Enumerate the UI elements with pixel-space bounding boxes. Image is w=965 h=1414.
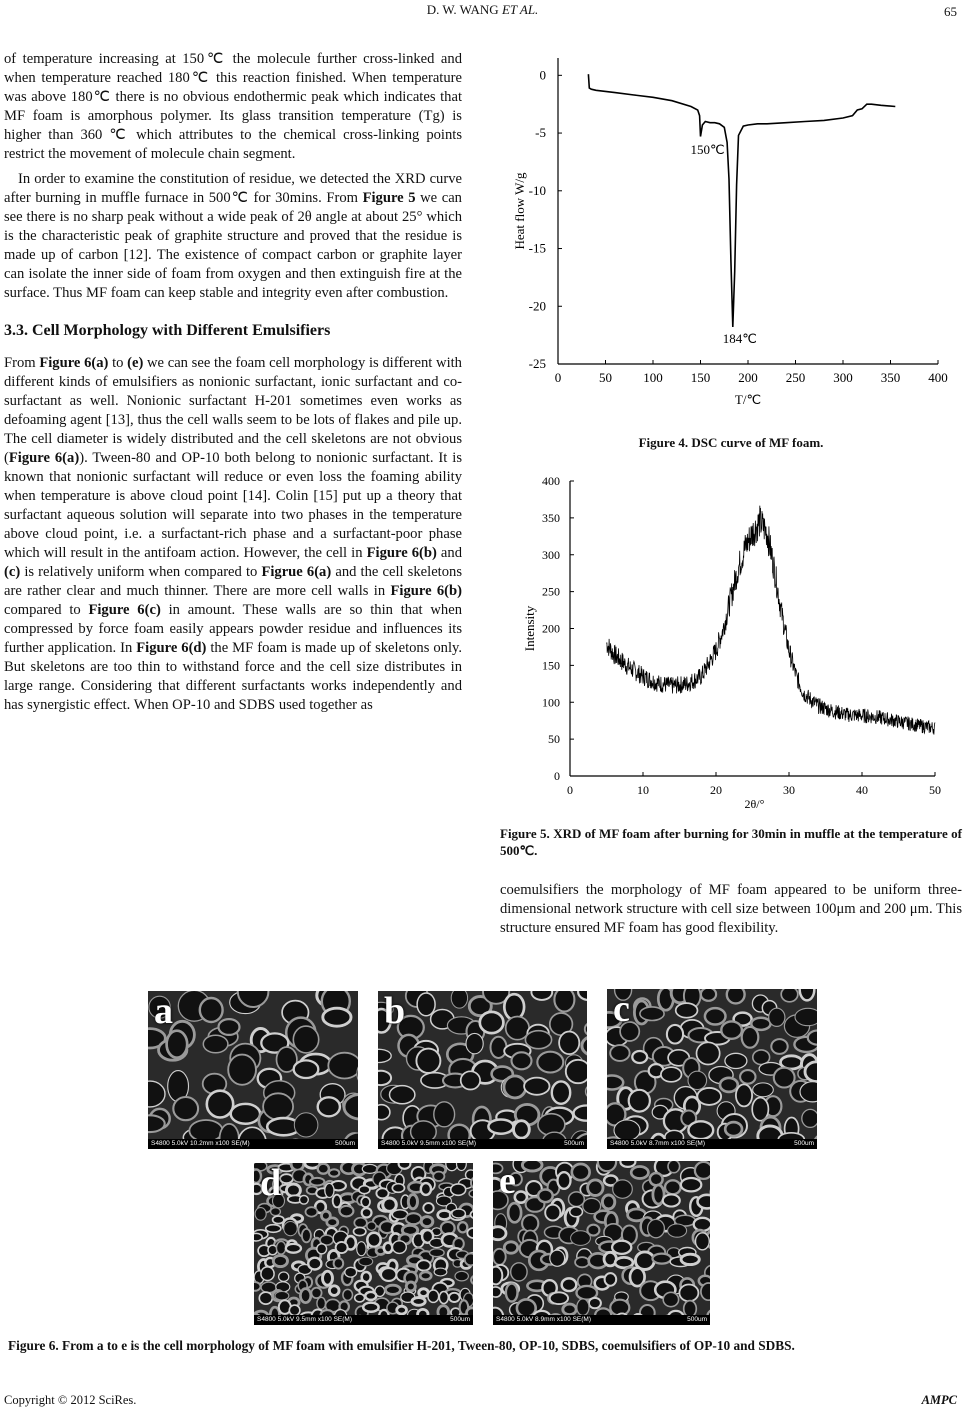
x-tick-label: 350 (880, 370, 901, 385)
y-tick-label: -25 (528, 356, 546, 371)
y-axis-label: Heat flow W/g (512, 172, 527, 250)
y-tick-label: 300 (542, 547, 560, 562)
figure-ref: Figure 6(b) (390, 583, 462, 599)
figure6-caption: Figure 6. From a to e is the cell morphology of MF foam with emulsifier H-201, Tween-80, OP-10, SDBS, coemulsifiers of OP-10 and SDBS. (8, 1338, 795, 1353)
paragraph-coemulsifiers: coemulsifiers the morphology of MF foam appeared to be uniform three-dimensional network structure with cell size between 100μm and 200 μm. This structure ensured MF foam has good flexibility. (500, 882, 962, 936)
x-axis-label: T/℃ (734, 392, 762, 407)
figure-ref: Figrue 6(a) (261, 564, 332, 580)
section-heading: 3.3. Cell Morphology with Different Emulsifiers (4, 322, 331, 339)
y-axis-label: Intensity (522, 605, 537, 652)
sem-info-text: S4800 5.0kV 9.5mm x100 SE(M) (381, 1140, 477, 1147)
figure-ref: Figure 6(a) (8, 450, 80, 466)
figure-ref: (c) (4, 564, 21, 580)
footer-journal: AMPC (921, 1393, 957, 1407)
figure-ref: (e) (127, 355, 144, 371)
header-etal: ET AL. (501, 2, 539, 17)
text-run: From (4, 355, 40, 371)
x-tick-label: 150 (690, 370, 711, 385)
sem-image-b (378, 991, 587, 1149)
figure-ref: Figure 6(a) (39, 355, 109, 371)
x-tick-label: 20 (710, 783, 722, 797)
x-tick-label: 300 (833, 370, 853, 385)
x-tick-label: 400 (928, 370, 948, 385)
sem-info-bar (493, 1315, 710, 1325)
header-author: D. W. WANG (426, 2, 499, 17)
y-tick-label: 0 (554, 769, 560, 783)
sem-info-bar (607, 1139, 817, 1149)
figure-ref: Figure 5 (362, 190, 416, 206)
foam-texture (148, 991, 358, 1149)
y-tick-label: -10 (528, 182, 546, 198)
sem-info-text: S4800 5.0kV 9.5mm x100 SE(M) (257, 1316, 353, 1323)
x-tick-label: 40 (856, 783, 868, 797)
x-tick-label: 30 (783, 783, 795, 797)
y-tick-label: 50 (548, 732, 560, 747)
x-tick-label: 100 (643, 370, 663, 385)
y-tick-label: 250 (542, 584, 560, 599)
sem-scale-label: 500um (687, 1316, 707, 1323)
x-tick-label: 200 (738, 370, 758, 385)
right-column-figure4 (500, 50, 962, 451)
x-tick-label: 0 (567, 783, 573, 797)
sem-image-a (148, 991, 358, 1149)
sem-info-text: S4800 5.0kV 8.7mm x100 SE(M) (610, 1140, 706, 1147)
sem-scale-label: 500um (335, 1140, 355, 1147)
text-run: is relatively uniform when compared to (20, 564, 262, 580)
paragraph-xrd: In order to examine the constitution of residue, we detected the XRD curve after burning in muffle furnace in 500℃ for 30mins. From Figure 5 we can see there is no sharp peak without a wide peak of 2θ angle at about 25° which is the characteristic peak of graphite structure and proved that the residue is made up of carbon [12]. The existence of compact carbon or graphite layer can isolate the inner side of foam from oxygen and then extinguish fire at the surface. Thus MF foam can keep stable and integrity even after combustion. (4, 171, 462, 301)
xrd-chart (500, 465, 960, 815)
running-header (0, 2, 965, 18)
page-number: 65 (944, 4, 957, 19)
text-run: and (436, 545, 462, 561)
panel-letter: a (154, 991, 173, 1032)
sem-image-c (607, 989, 817, 1149)
figure4-caption: Figure 4. DSC curve of MF foam. (638, 435, 824, 450)
text-run: to (108, 355, 128, 371)
x-tick-label: 10 (637, 783, 649, 797)
sem-info-text: S4800 5.0kV 8.9mm x100 SE(M) (496, 1316, 592, 1323)
x-tick-label: 0 (554, 370, 562, 385)
sem-scale-label: 500um (794, 1140, 814, 1147)
text-run: and the cell skeletons are rather clear and much thinner. There are more cell walls in (4, 564, 462, 599)
sem-info-bar (254, 1315, 473, 1325)
xrd-series-line (607, 506, 936, 735)
panel-letter: e (499, 1161, 516, 1202)
peak-annotation: 150℃ (690, 141, 725, 157)
text-run: we can see the foam cell morphology is different with different kinds of emulsifiers as nonionic surfactant, ionic surfactant and co-surfactant as well. Nonionic surfactant H-201 sometimes even works as defoaming agent [13], thus the cell walls seem to be lots of flakes and pile up. The cell diameter is widely distributed and the cell skeletons are not obvious ( (4, 355, 462, 466)
y-tick-label: 350 (542, 510, 560, 525)
text-run: compared to (4, 602, 89, 618)
y-tick-label: 200 (542, 621, 560, 636)
x-tick-label: 50 (929, 783, 941, 797)
sem-scale-label: 500um (450, 1316, 470, 1323)
panel-letter: c (613, 989, 630, 1030)
figure5-caption: Figure 5. XRD of MF foam after burning for 30min in muffle at the temperature of 500℃. (500, 826, 962, 858)
sem-scale-label: 500um (564, 1140, 584, 1147)
text-run: the MF foam is made up of skeletons only. But skeletons are too thin to withstand force and the cell size distributes in large range. Considering that different surfactants works independently and has synergistic effect. When OP-10 and SDBS used together as (4, 640, 462, 713)
y-tick-label: 0 (539, 67, 546, 83)
paragraph-dsc: of temperature increasing at 150℃ the molecule further cross-linked and when temperature reached 180℃ this reaction finished. When temperature was above 180℃ there is no obvious endothermic peak which indicates that MF foam is amorphous polymer. Its glass transition temperature (Tg) is higher than 360 ℃ which attributes to the chemical cross-linking points restrict the movement of molecule chain segment. (4, 51, 462, 162)
sem-image-d (254, 1163, 473, 1325)
figure-ref: Figure 6(c) (88, 602, 161, 618)
peak-annotation: 184℃ (722, 331, 757, 347)
x-tick-label: 250 (785, 370, 806, 385)
y-tick-label: -15 (528, 240, 546, 256)
sem-info-bar (148, 1139, 358, 1149)
foam-texture (254, 1163, 473, 1325)
y-tick-label: 100 (542, 695, 560, 710)
y-tick-label: -20 (528, 298, 546, 314)
left-column (4, 50, 462, 721)
right-column-figure5 (500, 465, 962, 938)
dsc-chart (500, 50, 960, 420)
y-tick-label: 400 (542, 474, 560, 488)
foam-texture (493, 1161, 710, 1325)
text-run: ). Tween-80 and OP-10 both belong to nonionic surfactant. It is known that nonionic surfactant will reduce or even loss the foaming ability when temperature is above cloud point [14]. Colin [15] put up a theory that surfactant aqueous solution will separate into two phases in the temperature above cloud point, i.e. a surfactant-rich phase and a surfactant-poor phase which will result in the antifoam action. However, the cell in (4, 450, 462, 561)
panel-letter: d (260, 1163, 282, 1204)
dsc-series-line (588, 74, 895, 327)
figure-ref: Figure 6(d) (136, 640, 207, 656)
y-tick-label: 150 (542, 658, 560, 673)
x-axis-label: 2θ/° (744, 797, 765, 811)
figure-ref: Figure 6(b) (366, 545, 437, 561)
sem-info-bar (378, 1139, 587, 1149)
foam-texture (378, 991, 587, 1149)
paragraph-morphology (4, 354, 462, 715)
footer-copyright: Copyright © 2012 SciRes. (4, 1393, 137, 1407)
foam-texture (607, 989, 817, 1149)
panel-letter: b (384, 991, 406, 1032)
text-run: in amount. These walls are so thin that when compressed by force foam easily appears powder residue and influences its further application. In (4, 602, 463, 656)
y-tick-label: -5 (535, 125, 546, 141)
x-tick-label: 50 (599, 370, 612, 385)
sem-image-e (493, 1161, 710, 1325)
sem-info-text: S4800 5.0kV 10.2mm x100 SE(M) (151, 1140, 250, 1147)
